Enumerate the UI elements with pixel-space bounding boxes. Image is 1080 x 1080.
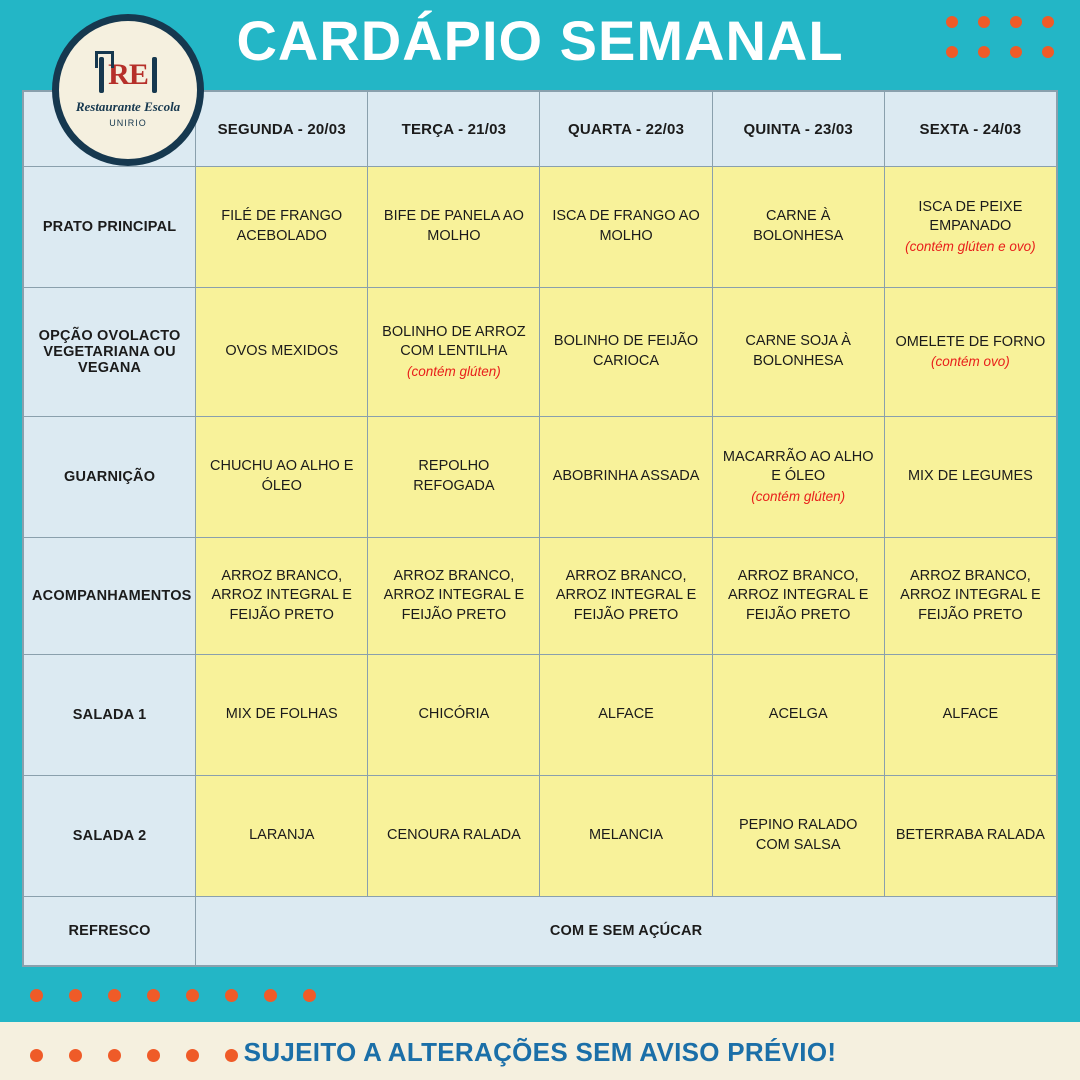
column-header-thursday: QUINTA - 23/03 bbox=[712, 92, 884, 167]
table-row bbox=[24, 776, 1057, 897]
cell-prato-principal-terca bbox=[368, 167, 540, 288]
cell-text: ARROZ BRANCO, ARROZ INTEGRAL E FEIJÃO PRETO bbox=[211, 567, 352, 623]
decorative-dots-bottom-1 bbox=[30, 989, 316, 1002]
dot bbox=[978, 46, 990, 58]
cell-text: BETERRABA RALADA bbox=[895, 827, 1045, 844]
dot bbox=[978, 16, 990, 28]
dot bbox=[69, 989, 82, 1002]
cell-acompanhamentos-quinta bbox=[712, 538, 884, 655]
cell-text: ARROZ BRANCO, ARROZ INTEGRAL E FEIJÃO PRETO bbox=[900, 567, 1041, 623]
cell-text: MIX DE FOLHAS bbox=[225, 706, 338, 723]
row-label-guarnicao: GUARNIÇÃO bbox=[24, 417, 196, 538]
cell-text: ISCA DE FRANGO AO MOLHO bbox=[552, 208, 700, 244]
cell-text: ISCA DE PEIXE EMPANADO bbox=[918, 198, 1023, 235]
cell-prato-principal-sexta bbox=[884, 167, 1056, 288]
dot bbox=[1010, 46, 1022, 58]
cell-guarnicao-terca bbox=[368, 417, 540, 538]
decorative-dots-top-2 bbox=[946, 46, 1054, 58]
cell-text: ACELGA bbox=[768, 706, 828, 723]
cell-text: CARNE SOJA À BOLONHESA bbox=[745, 333, 851, 369]
allergen-warning: (contém glúten e ovo) bbox=[905, 238, 1036, 254]
allergen-warning: (contém glúten) bbox=[406, 363, 501, 379]
cell-salada2-segunda bbox=[196, 776, 368, 897]
cell-text: ALFACE bbox=[598, 706, 654, 723]
cell-text: MIX DE LEGUMES bbox=[907, 468, 1033, 485]
cell-text: CHUCHU AO ALHO E ÓLEO bbox=[210, 458, 354, 494]
cell-acompanhamentos-segunda bbox=[196, 538, 368, 655]
cell-vegetariana-terca bbox=[368, 288, 540, 417]
allergen-warning: (contém glúten) bbox=[751, 488, 846, 504]
cell-refresco-value: COM E SEM AÇÚCAR bbox=[196, 897, 1057, 966]
cell-text: MELANCIA bbox=[588, 827, 664, 844]
table-row bbox=[24, 655, 1057, 776]
cell-guarnicao-quinta bbox=[712, 417, 884, 538]
table-row bbox=[24, 288, 1057, 417]
dot bbox=[303, 989, 316, 1002]
allergen-warning: (contém ovo) bbox=[931, 354, 1010, 370]
dot bbox=[264, 989, 277, 1002]
cell-guarnicao-segunda bbox=[196, 417, 368, 538]
row-label-acompanhamentos: ACOMPANHAMENTOS bbox=[24, 538, 196, 655]
column-header-friday: SEXTA - 24/03 bbox=[884, 92, 1056, 167]
row-label-prato-principal: PRATO PRINCIPAL bbox=[24, 167, 196, 288]
cell-salada2-quarta bbox=[540, 776, 712, 897]
row-label-refresco: REFRESCO bbox=[24, 897, 196, 966]
dot bbox=[186, 989, 199, 1002]
dot bbox=[946, 46, 958, 58]
column-header-wednesday: QUARTA - 22/03 bbox=[540, 92, 712, 167]
dot bbox=[1042, 16, 1054, 28]
weekly-menu-table bbox=[23, 91, 1057, 966]
cell-text: ARROZ BRANCO, ARROZ INTEGRAL E FEIJÃO PRETO bbox=[727, 567, 869, 623]
cell-salada2-terca bbox=[368, 776, 540, 897]
table-row bbox=[24, 538, 1057, 655]
cell-text: MACARRÃO AO ALHO E ÓLEO bbox=[722, 448, 874, 485]
cell-text: ABOBRINHA ASSADA bbox=[552, 468, 700, 485]
fork-icon bbox=[99, 57, 104, 93]
cell-vegetariana-segunda bbox=[196, 288, 368, 417]
cell-acompanhamentos-sexta bbox=[884, 538, 1056, 655]
row-label-salada-1: SALADA 1 bbox=[24, 655, 196, 776]
dot bbox=[108, 989, 121, 1002]
dot bbox=[1010, 16, 1022, 28]
cell-text: ALFACE bbox=[942, 706, 999, 723]
logo-letters: RE bbox=[108, 57, 148, 91]
decorative-dots-top-1 bbox=[946, 16, 1054, 28]
cell-salada1-segunda bbox=[196, 655, 368, 776]
cell-text: OVOS MEXIDOS bbox=[225, 343, 339, 360]
dot bbox=[1042, 46, 1054, 58]
restaurant-logo bbox=[52, 14, 204, 166]
cell-salada2-quinta bbox=[712, 776, 884, 897]
cell-text: CENOURA RALADA bbox=[387, 827, 521, 844]
footer-note: SUJEITO A ALTERAÇÕES SEM AVISO PRÉVIO! bbox=[243, 1037, 837, 1067]
cell-vegetariana-quarta bbox=[540, 288, 712, 417]
table-row bbox=[24, 417, 1057, 538]
column-header-tuesday: TERÇA - 21/03 bbox=[368, 92, 540, 167]
cell-text: CARNE À BOLONHESA bbox=[753, 208, 844, 244]
cell-salada1-quinta bbox=[712, 655, 884, 776]
cell-text: CHICÓRIA bbox=[418, 706, 490, 723]
cell-salada1-terca bbox=[368, 655, 540, 776]
cell-text: FILÉ DE FRANGO ACEBOLADO bbox=[221, 208, 343, 244]
cell-guarnicao-sexta bbox=[884, 417, 1056, 538]
cell-salada2-sexta bbox=[884, 776, 1056, 897]
column-header-monday: SEGUNDA - 20/03 bbox=[196, 92, 368, 167]
cell-vegetariana-quinta bbox=[712, 288, 884, 417]
cell-text: PEPINO RALADO COM SALSA bbox=[738, 817, 858, 853]
cell-salada1-quarta bbox=[540, 655, 712, 776]
cell-text: BOLINHO DE ARROZ COM LENTILHA bbox=[382, 323, 526, 360]
dot bbox=[946, 16, 958, 28]
cell-text: ARROZ BRANCO, ARROZ INTEGRAL E FEIJÃO PRETO bbox=[383, 567, 525, 623]
cell-text: ARROZ BRANCO, ARROZ INTEGRAL E FEIJÃO PRETO bbox=[555, 567, 697, 623]
cell-text: LARANJA bbox=[249, 827, 315, 844]
cutlery-icon bbox=[99, 57, 157, 93]
cell-salada1-sexta bbox=[884, 655, 1056, 776]
dot bbox=[147, 989, 160, 1002]
dot bbox=[225, 989, 238, 1002]
cell-text: OMELETE DE FORNO bbox=[895, 333, 1046, 350]
cell-prato-principal-segunda bbox=[196, 167, 368, 288]
row-label-salada-2: SALADA 2 bbox=[24, 776, 196, 897]
cell-vegetariana-sexta bbox=[884, 288, 1056, 417]
cell-acompanhamentos-terca bbox=[368, 538, 540, 655]
cell-guarnicao-quarta bbox=[540, 417, 712, 538]
logo-subtitle: UNIRIO bbox=[109, 117, 147, 128]
page-title: CARDÁPIO SEMANAL bbox=[236, 9, 844, 72]
cell-prato-principal-quinta bbox=[712, 167, 884, 288]
cell-acompanhamentos-quarta bbox=[540, 538, 712, 655]
menu-table-container bbox=[22, 90, 1058, 967]
cell-text: REPOLHO REFOGADA bbox=[413, 458, 495, 494]
cell-text: BIFE DE PANELA AO MOLHO bbox=[383, 208, 524, 244]
cell-prato-principal-quarta bbox=[540, 167, 712, 288]
row-label-opcao-vegetariana: OPÇÃO OVOLACTO VEGETARIANA OU VEGANA bbox=[24, 288, 196, 417]
cell-text: BOLINHO DE FEIJÃO CARIOCA bbox=[553, 333, 699, 369]
knife-icon bbox=[152, 57, 157, 93]
table-row bbox=[24, 897, 1057, 966]
logo-name: Restaurante Escola bbox=[75, 98, 181, 114]
table-row bbox=[24, 167, 1057, 288]
dot bbox=[30, 989, 43, 1002]
